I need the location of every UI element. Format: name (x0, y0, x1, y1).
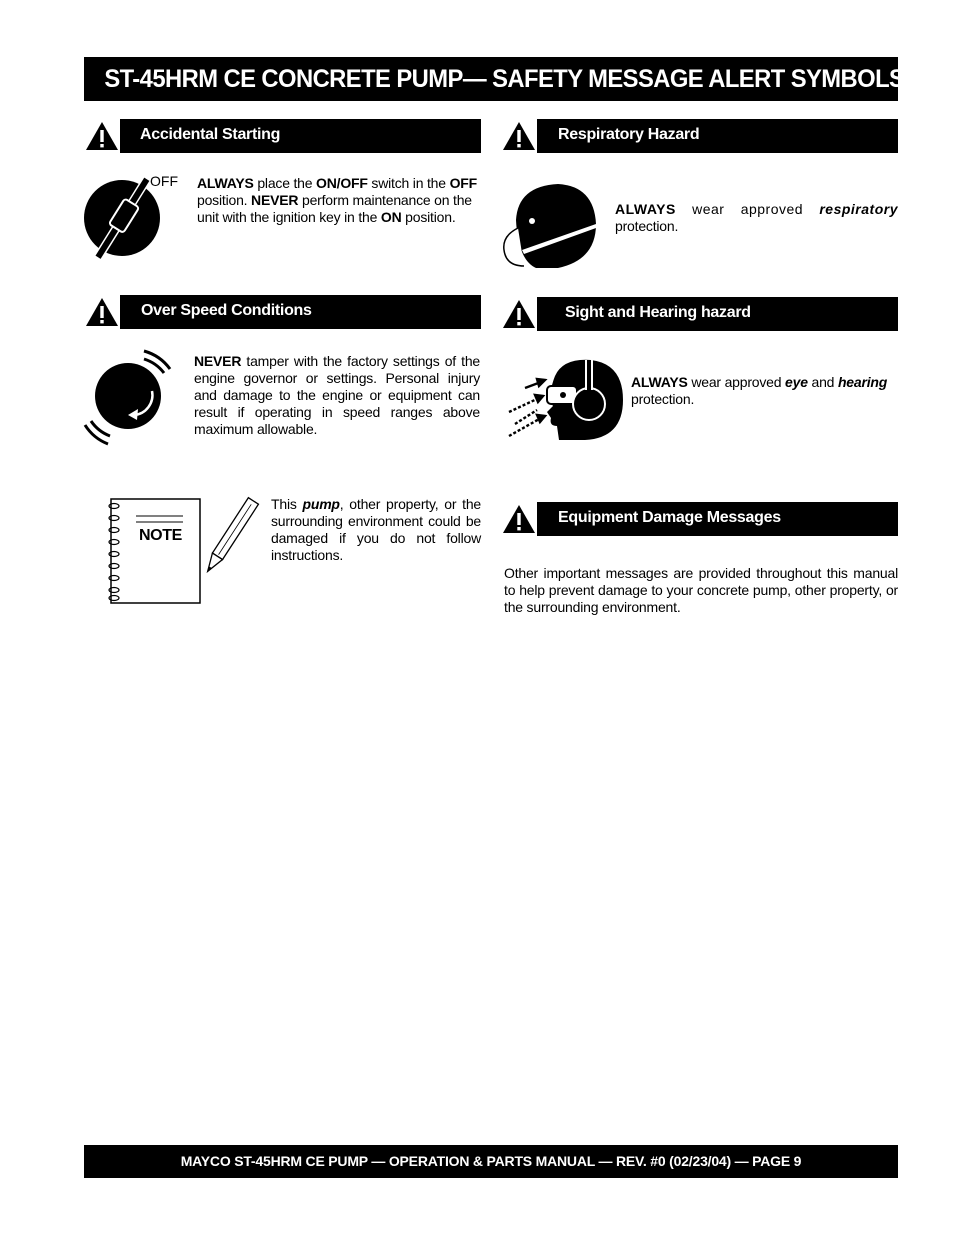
text-run: tamper with the factory settings of the engine governor or settings. Personal injury and damage to the engine or equipment can result if operating in speed ranges above maximum allowable. (194, 353, 480, 437)
sight-hearing-text (631, 374, 898, 408)
text-run: ALWAYS (197, 175, 254, 191)
overspeed-dial-icon (82, 343, 182, 449)
over-speed-text (194, 353, 480, 438)
section-heading-label: Respiratory Hazard (558, 126, 700, 143)
text-run: This (271, 496, 303, 512)
eye-ear-protection-icon (505, 356, 627, 444)
section-heading-label: Sight and Hearing hazard (565, 304, 751, 321)
text-run: switch in the (367, 175, 450, 191)
text-run: OFF (449, 175, 477, 191)
text-run: position. (401, 209, 456, 225)
text-run: hearing (837, 374, 888, 390)
section-heading-label: Equipment Damage Messages (558, 509, 781, 526)
accidental-starting-text (197, 175, 480, 226)
section-heading-sight-hearing (501, 297, 898, 331)
text-run: perform maintenance on the unit with the ignition key in the (197, 192, 472, 225)
text-run: eye (785, 374, 808, 390)
text-run: Other important messages are provided throughout this manual to help prevent damage to your concrete pump, other property, or the surrounding environment. (504, 565, 898, 615)
text-run: ON (380, 209, 402, 225)
section-heading-label: Over Speed Conditions (141, 302, 312, 319)
text-run: pump (302, 496, 340, 512)
respiratory-wear: wear (692, 201, 725, 217)
respiratory-protection: protection. (615, 218, 679, 234)
respiratory-text (615, 201, 898, 235)
text-run: place the (253, 175, 317, 191)
text-run: protection. (631, 391, 695, 407)
warning-triangle-icon (84, 119, 120, 153)
text-run: ALWAYS (631, 374, 688, 390)
text-run: position. (197, 192, 252, 208)
page-title (84, 57, 905, 101)
respirator-icon (496, 180, 606, 272)
text-run: NEVER (251, 192, 299, 208)
section-heading-equipment-damage (501, 502, 898, 536)
section-heading-label: Accidental Starting (140, 126, 281, 143)
off-label: OFF (150, 173, 178, 189)
text-run: and (807, 374, 838, 390)
text-run: , other property, or the surrounding environment could be damaged if you do not follow instructions. (271, 496, 481, 563)
warning-triangle-icon (501, 297, 537, 331)
warning-triangle-icon (501, 119, 537, 153)
note-label: NOTE (139, 527, 182, 544)
respiratory-always: ALWAYS (615, 201, 676, 217)
section-heading-respiratory (501, 119, 898, 153)
text-run: NEVER (194, 353, 242, 369)
page-footer: MAYCO ST-45HRM CE PUMP — OPERATION & PARTS MANUAL — REV. #0 (02/23/04) — PAGE 9 (84, 1145, 898, 1178)
page-title-text: ST-45HRM CE CONCRETE PUMP— SAFETY MESSAGE ALERT SYMBOLS (104, 65, 905, 93)
respiratory-keyword: respiratory (819, 201, 898, 217)
section-heading-over-speed (84, 295, 481, 329)
text-run: wear approved (687, 374, 786, 390)
warning-triangle-icon (501, 502, 537, 536)
equipment-damage-text (504, 565, 898, 616)
text-run: ON/OFF (316, 175, 368, 191)
note-text (271, 496, 481, 564)
respiratory-approved: approved (740, 201, 804, 217)
section-heading-accidental-starting (84, 119, 481, 153)
notebook-icon (104, 496, 204, 606)
warning-triangle-icon (84, 295, 120, 329)
pencil-icon (200, 492, 260, 582)
